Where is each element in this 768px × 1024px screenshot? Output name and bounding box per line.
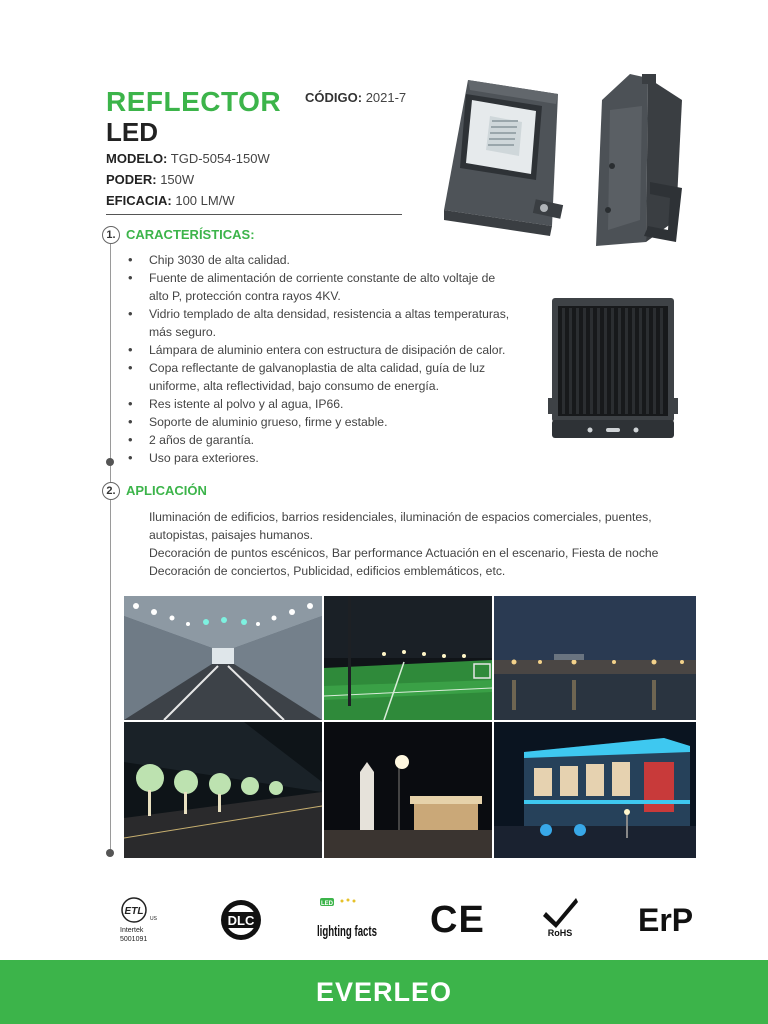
product-code xyxy=(305,90,406,105)
ce-certification-icon: CE xyxy=(430,899,485,941)
list-item: • 2 años de garantía. xyxy=(128,431,518,449)
brand-logo: EVERLEO xyxy=(315,977,453,1007)
tunnel-photo xyxy=(124,596,322,720)
code-label: CÓDIGO: xyxy=(305,90,363,105)
section-number-application: 2. xyxy=(102,482,120,500)
timeline-line xyxy=(110,244,111,854)
list-item: • Uso para exteriores. xyxy=(128,449,518,467)
rohs-certification-icon xyxy=(540,894,580,938)
spec-model xyxy=(106,151,270,166)
floodlight-side-image xyxy=(590,70,690,248)
spec-divider xyxy=(106,214,402,215)
spec-label: MODELO: xyxy=(106,151,168,166)
application-paragraph: Iluminación de edificios, barrios residenciales, iluminación de espacios comerciales, puentes, autopistas, paisajes humanos. xyxy=(149,510,652,542)
spec-value: 100 LM/W xyxy=(175,193,235,208)
application-paragraph: Decoración de conciertos, Publicidad, edificios emblemáticos, etc. xyxy=(149,564,506,578)
lighting-facts-icon xyxy=(314,896,380,942)
football-field-photo xyxy=(324,596,492,720)
etl-certification-icon xyxy=(118,894,158,946)
dlc-certification-icon xyxy=(219,898,263,942)
list-item: • Copa reflectante de galvanoplastia de alta calidad, guía de luz uniforme, alta reflectividad, bajo consumo de energía. xyxy=(128,359,518,395)
timeline-dot xyxy=(106,458,114,466)
spec-value: TGD-5054-150W xyxy=(170,151,270,166)
code-value: 2021-7 xyxy=(365,90,407,105)
floodlight-back-image xyxy=(546,294,682,442)
section-title-features: CARACTERÍSTICAS: xyxy=(126,227,255,242)
etl-label: Intertek xyxy=(120,927,144,934)
spec-label: PODER: xyxy=(106,172,157,187)
building-photo xyxy=(494,722,696,858)
erp-certification-icon: ErP xyxy=(638,902,694,938)
features-list xyxy=(128,251,518,467)
svg-text:ETL: ETL xyxy=(124,906,144,917)
list-item: • Soporte de aluminio grueso, firme y estable. xyxy=(128,413,518,431)
list-item: • Chip 3030 de alta calidad. xyxy=(128,251,518,269)
svg-text:LED: LED xyxy=(321,901,333,907)
rohs-label: RoHS xyxy=(547,928,573,938)
timeline-dot xyxy=(106,849,114,857)
application-paragraph: Decoración de puntos escénicos, Bar performance Actuación en el escenario, Fiesta de noche xyxy=(149,546,659,560)
product-title: REFLECTOR xyxy=(106,86,282,117)
footer-bar xyxy=(0,960,768,1024)
list-item: • Vidrio templado de alta densidad, resistencia a altas temperaturas, más seguro. xyxy=(128,305,518,341)
section-number-features: 1. xyxy=(102,226,120,244)
dlc-label: DLC xyxy=(227,913,255,928)
trees-photo xyxy=(124,722,322,858)
list-item: • Fuente de alimentación de corriente constante de alto voltaje de alto P, protección contra rayos 4KV. xyxy=(128,269,518,305)
application-text xyxy=(149,508,669,580)
spec-label: EFICACIA: xyxy=(106,193,172,208)
svg-text:US: US xyxy=(150,916,157,922)
floodlight-front-image xyxy=(440,76,570,242)
spec-value: 150W xyxy=(160,172,195,187)
harbor-photo xyxy=(494,596,696,720)
monument-photo xyxy=(324,722,492,858)
section-title-application: APLICACIÓN xyxy=(126,483,207,498)
application-photo-grid xyxy=(124,596,696,858)
lighting-facts-label: lighting facts xyxy=(317,923,377,940)
etl-number: 5001091 xyxy=(120,936,148,943)
spec-efficacy xyxy=(106,193,235,208)
list-item: • Lámpara de aluminio entera con estructura de disipación de calor. xyxy=(128,341,518,359)
product-subtitle: LED xyxy=(106,117,158,147)
list-item: • Res istente al polvo y al agua, IP66. xyxy=(128,395,518,413)
spec-power xyxy=(106,172,194,187)
